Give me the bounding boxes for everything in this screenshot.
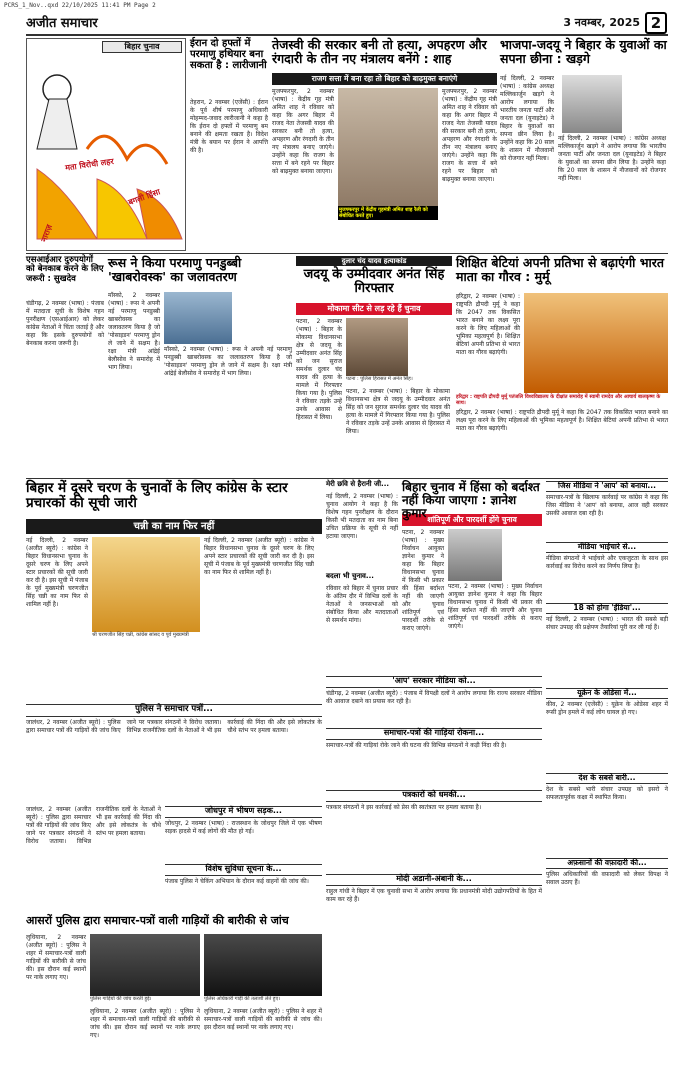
story-police-raid-body: लुधियाना, 2 नवम्बर (अजीत ब्यूरो) : पुलिस ने शहर में समाचार-पत्रों वाली गाड़ियों की बारीकी से जांच की। इस दौरान कई स्थानों पर नाके लगाए गए। [26, 934, 86, 981]
story-special [165, 864, 322, 912]
story-vehicles-headline: समाचार-पत्रों की गाड़ियां रोकना... [326, 728, 542, 740]
kharge-photo [562, 75, 622, 133]
gyanesh-photo [448, 529, 502, 581]
shah-photo-caption: मुजफ्फरपुर में केंद्रीय गृहमंत्री अमित शाह रैली को संबोधित करते हुए। [338, 206, 438, 220]
masthead-name: अजीत समाचार [26, 16, 98, 31]
story-modi-headline: मोदी अडानी-अंबानी के... [326, 874, 542, 886]
sidebar-h2: मीडिया भाईचारे से... [546, 542, 668, 553]
story-iran [190, 38, 268, 251]
story-sir [26, 256, 104, 476]
story-aap [326, 676, 542, 786]
cartoon-label: बिहार चुनाव [102, 41, 182, 53]
sidebar-h4: यूक्रेन के ओडेसा में... [546, 688, 668, 699]
story-congress-headline: बिहार में दूसरे चरण के चुनावों के लिए कांग्रेस के स्टार प्रचारकों की सूची जारी [26, 480, 288, 511]
sidebar-body4: कीव, 2 नवम्बर (एजेंसी) : यूक्रेन के ओडेसा शहर में रूसी ड्रोन हमले में कई लोग घायल हो गए। [546, 701, 668, 716]
story-anant-headline: जदयू के उम्मीदवार अनंत सिंह गिरफ्तार [303, 267, 445, 297]
story-kharge-body-2: नई दिल्ली, 2 नवम्बर (भाषा) : कांग्रेस अध्यक्ष मल्लिकार्जुन खड़गे ने आरोप लगाया कि भारतीय जनता पार्टी और जनता दल (यूनाइटेड) ने बिहार के युवाओं का सपना छीन लिया है। उन्होंने कहा कि 20 साल के शासन में नौजवानों को रोजगार नहीं मिला। [558, 135, 666, 182]
police-raid-photo-1 [90, 934, 200, 996]
story-murmu-body: हरिद्वार, 2 नवम्बर (भाषा) : राष्ट्रपति द्रौपदी मुर्मू ने कहा कि 2047 तक विकसित भारत बनाने का लक्ष्य पूरा करने के लिए महिलाओं की भूमिका महत्वपूर्ण है। शिक्षित बेटियां अपनी प्रतिभा से भारत माता का गौरव बढ़ाएंगी। [456, 293, 520, 356]
shah-photo [338, 88, 438, 206]
story-police-body: जालंधर, 2 नवम्बर (अजीत ब्यूरो) : पुलिस द्वारा समाचार पत्रों की गाड़ियों की जांच किए जाने पर पत्रकार संगठनों ने विरोध जताया। विभिन्न राजनीतिक दलों के नेताओं ने भी इस कार्रवाई की निंदा की और इसे लोकतंत्र के चौथे स्तंभ पर हमला बताया। [26, 719, 322, 734]
story-image-headline: मेरी छवि से हैरानी जी... [326, 480, 390, 488]
divider-1 [26, 253, 668, 254]
file-info: PCRS_1_Nov..qxd 22/10/2025 11:41 PM Page 2 [4, 2, 156, 9]
story-aap-body: चंडीगढ़, 2 नवम्बर (अजीत ब्यूरो) : पंजाब में विपक्षी दलों ने आरोप लगाया कि राज्य सरकार मीडिया की आवाज दबाने का प्रयास कर रही है। [326, 690, 542, 705]
story-image [326, 481, 398, 571]
cartoon-panel [26, 38, 186, 251]
sidebar-body1: समाचार-पत्रों के खिलाफ कार्रवाई पर कांग्रेस ने कहा कि जिस मीडिया ने 'आप' को बनाया, आज वही सरकार उसकी आवाज दबा रही है। [546, 494, 668, 517]
story-shah-headline: तेजस्वी की सरकार बनी तो हत्या, अपहरण और रंगदारी के तीन नए मंत्रालय बनेंगे : शाह [272, 37, 487, 66]
anant-photo [346, 318, 408, 376]
murmu-photo-caption: हरिद्वार : राष्ट्रपति द्रौपदी मुर्मू पतंजलि विश्वविद्यालय के दीक्षांत समारोह में स्वामी रामदेव और आचार्य बालकृष्ण के साथ। [456, 394, 661, 406]
story-russia-body: मॉस्को, 2 नवम्बर (भाषा) : रूस ने अपनी नई परमाणु पनडुब्बी खाबरोवस्क का जलावतरण किया है जो 'पोसाइडन' परमाणु ड्रोन ले जाने में सक्षम है। रक्षा मंत्री आंद्रेई बेलौसोव ने समारोह में भाग लिया। [108, 292, 160, 371]
story-russia-body-2: मॉस्को, 2 नवम्बर (भाषा) : रूस ने अपनी नई परमाणु पनडुब्बी खाबरोवस्क का जलावतरण किया है जो 'पोसाइडन' परमाणु ड्रोन ले जाने में सक्षम है। रक्षा मंत्री आंद्रेई बेलौसोव ने समारोह में भाग लिया। [164, 346, 292, 377]
anant-photo-caption: पटना : पुलिस हिरासत में अनंत सिंह। [346, 376, 413, 382]
story-iran-body: तेहरान, 2 नवम्बर (एजेंसी) : ईरान के पूर्व शीर्ष परमाणु अधिकारी मोहम्मद-जवाद लारीजानी ने कहा है कि ईरान दो हफ्तों में परमाणु बम बनाने की क्षमता रखता है। विदेश मंत्री के बयान पर ईरान ने आपत्ति की है। [190, 99, 268, 154]
story-badla-body: रविवार को बिहार में चुनाव प्रचार के अंतिम दौर में विभिन्न दलों के नेताओं ने जनसभाओं को संबोधित किया और मतदाताओं से समर्थन मांगा। [326, 585, 398, 624]
story-jodhpur [165, 806, 322, 862]
story-modi [326, 874, 542, 1082]
story-congress [26, 481, 322, 701]
divider-2 [26, 478, 668, 479]
story-police-continued [26, 806, 161, 912]
story-jodhpur-headline: जोधपुर में भीषण सड़क... [165, 806, 322, 818]
channi-photo-caption: श्री चरणजीत सिंह चन्नी, कांग्रेस सांसद व पूर्व मुख्यमंत्री [92, 632, 189, 638]
story-badla-headline: बदला भी चुनाव... [326, 572, 374, 580]
story-kharge-body: नई दिल्ली, 2 नवम्बर (भाषा) : कांग्रेस अध्यक्ष मल्लिकार्जुन खड़गे ने आरोप लगाया कि भारतीय जनता पार्टी और जनता दल (यूनाइटेड) ने बिहार के युवाओं का सपना छीन लिया है। उन्होंने कहा कि 20 साल के शासन में नौजवानों को रोजगार नहीं मिला। [500, 75, 554, 162]
story-paper-headline: पत्रकारों को धमकी... [326, 790, 542, 802]
story-special-body: पंजाब पुलिस ने चेकिंग अभियान के दौरान कई वाहनों की जांच की। [165, 878, 309, 885]
murmu-photo [524, 293, 668, 393]
story-murmu [456, 256, 668, 476]
sidebar-column [546, 481, 668, 1081]
story-russia-headline: रूस ने किया परमाणु पनडुब्बी 'खाबरोवस्क' का जलावतरण [108, 255, 242, 284]
story-russia [108, 256, 292, 476]
sidebar-body5: देश के सबसे भारी संचार उपग्रह को इसरो ने सफलतापूर्वक कक्षा में स्थापित किया। [546, 786, 668, 801]
story-iran-headline: ईरान दो हफ्तों में परमाणु हथियार बना सकता है : लारीजानी [190, 38, 267, 71]
story-anant-kicker: दुलार चंद यादव हत्याकांड [296, 256, 452, 266]
story-paper-body: पत्रकार संगठनों ने इस कार्रवाई को प्रेस की स्वतंत्रता पर हमला बताया है। [326, 804, 482, 811]
story-police-raid-body-3: लुधियाना, 2 नवम्बर (अजीत ब्यूरो) : पुलिस ने शहर में समाचार-पत्रों वाली गाड़ियों की बारीकी से जांच की। इस दौरान कई स्थानों पर नाके लगाए गए। [204, 1008, 322, 1031]
sidebar-h3: 18 को होगा 'ईंडिया'... [546, 603, 668, 614]
cartoon-text-2: बगली हिंसा [127, 187, 162, 208]
story-gyanesh-subhead: शांतिपूर्ण और पारदर्शी होंगे चुनाव [402, 514, 542, 526]
sidebar-h6: अफ़सानों की वफ़ादारी की... [546, 858, 668, 869]
masthead-date: 3 नवम्बर, 2025 [563, 16, 640, 29]
story-gyanesh-body: पटना, 2 नवम्बर (भाषा) : मुख्य निर्वाचन आयुक्त ज्ञानेश कुमार ने कहा कि बिहार विधानसभा चुनाव में किसी भी प्रकार की हिंसा बर्दाश्त नहीं की जाएगी और चुनाव शांतिपूर्ण एवं पारदर्शी तरीके से कराए जाएंगे। [402, 529, 444, 632]
story-kharge [500, 38, 668, 251]
sidebar-body6: पुलिस अधिकारियों की वफ़ादारी को लेकर विपक्ष ने सवाल उठाए हैं। [546, 871, 668, 886]
page-number: 2 [645, 12, 667, 34]
story-anant [296, 256, 452, 476]
story-congress-subhead: चन्नी का नाम फिर नहीं [26, 519, 322, 534]
story-gyanesh-headline: बिहार चुनाव में हिंसा को बर्दाश्त नहीं किया जाएगा : ज्ञानेश कुमार [402, 480, 540, 521]
story-police-raid [26, 915, 322, 1083]
story-police-body-2: जालंधर, 2 नवम्बर (अजीत ब्यूरो) : पुलिस द्वारा समाचार पत्रों की गाड़ियों की जांच किए जाने पर पत्रकार संगठनों ने विरोध जताया। विभिन्न राजनीतिक दलों के नेताओं ने भी इस कार्रवाई की निंदा की और इसे लोकतंत्र के चौथे स्तंभ पर हमला बताया। [26, 806, 161, 845]
story-kharge-headline: भाजपा-जदयू ने बिहार के युवाओं का सपना छीना : खड़गे [500, 37, 667, 66]
police-raid-photo-2 [204, 934, 322, 996]
channi-photo [92, 537, 200, 632]
sidebar-h1: जिस मीडिया ने 'आप' को बनाया... [546, 481, 668, 492]
story-anant-body-2: पटना, 2 नवम्बर (भाषा) : बिहार के मोकामा विधानसभा क्षेत्र से जदयू के उम्मीदवार अनंत सिंह को जन सुराज समर्थक दुलार चंद यादव की हत्या के मामले में गिरफ्तार किया गया है। पुलिस ने रविवार तड़के उन्हें उनके आवास से हिरासत में लिया। [346, 388, 450, 435]
story-modi-body: राहुल गांधी ने बिहार में एक चुनावी सभा में आरोप लगाया कि प्रधानमंत्री मोदी उद्योगपतियों के हित में काम कर रहे हैं। [326, 888, 542, 903]
story-shah-subhead: राजग सत्ता में बना रहा तो बिहार को बाढ़मुक्त बनाएंगे [272, 73, 497, 85]
sidebar-body2: मीडिया संगठनों ने भाईचारे और एकजुटता के साथ इस कार्रवाई का विरोध करने का निर्णय लिया है। [546, 555, 668, 570]
story-shah-body-2: मुजफ्फरपुर, 2 नवम्बर (भाषा) : केंद्रीय गृह मंत्री अमित शाह ने रविवार को कहा कि अगर बिहार में राजद नेता तेजस्वी यादव की सरकार बनी तो हत्या, अपहरण और रंगदारी के तीन नए मंत्रालय बनाए जाएंगे। उन्होंने कहा कि राजग के सत्ता में बने रहने पर बिहार को बाढ़मुक्त बनाया जाएगा। [442, 88, 497, 183]
masthead-rule [26, 34, 668, 36]
story-shah [272, 38, 497, 251]
story-badla [326, 573, 398, 673]
story-sir-headline: एसआईआर दुरुपयोगों को बेनकाब करने के लिए जरूरी : सुखदेव [26, 255, 104, 284]
story-vehicles-body: समाचार-पत्रों की गाड़ियां रोके जाने की घटना की विभिन्न संगठनों ने कड़ी निंदा की है। [326, 742, 507, 749]
story-anant-subhead: मोकामा सीट से लड़ रहे हैं चुनाव [296, 303, 452, 315]
story-murmu-headline: शिक्षित बेटियां अपनी प्रतिभा से बढ़ाएंगी भारत माता का गौरव : मुर्मू [456, 255, 664, 284]
story-special-headline: विशेष सुविधा सूचना के... [165, 864, 322, 876]
story-police [26, 704, 322, 804]
story-police-raid-body-2: लुधियाना, 2 नवम्बर (अजीत ब्यूरो) : पुलिस ने शहर में समाचार-पत्रों वाली गाड़ियों की बारीकी से जांच की। इस दौरान कई स्थानों पर नाके लगाए गए। [90, 1008, 200, 1039]
submarine-photo [164, 292, 232, 344]
story-sir-body: चंडीगढ़, 2 नवम्बर (भाषा) : पंजाब में मतदाता सूची के विशेष गहन पुनरीक्षण (एसआईआर) को लेकर कांग्रेस नेताओं ने चिंता जताई है और कहा कि इसके दुरुपयोगों को बेनकाब करना जरूरी है। [26, 300, 104, 347]
story-jodhpur-body: जोधपुर, 2 नवम्बर (भाषा) : राजस्थान के जोधपुर जिले में एक भीषण सड़क हादसे में कई लोगों की मौत हो गई। [165, 820, 322, 835]
story-anant-body: पटना, 2 नवम्बर (भाषा) : बिहार के मोकामा विधानसभा क्षेत्र से जदयू के उम्मीदवार अनंत सिंह को जन सुराज समर्थक दुलार चंद यादव की हत्या के मामले में गिरफ्तार किया गया है। पुलिस ने रविवार तड़के उन्हें उनके आवास से हिरासत में लिया। [296, 318, 342, 421]
story-gyanesh-body-2: पटना, 2 नवम्बर (भाषा) : मुख्य निर्वाचन आयुक्त ज्ञानेश कुमार ने कहा कि बिहार विधानसभा चुनाव में किसी भी प्रकार की हिंसा बर्दाश्त नहीं की जाएगी और चुनाव शांतिपूर्ण एवं पारदर्शी तरीके से कराए जाएंगे। [448, 583, 542, 630]
cartoon-text-3: नाराज़ [39, 223, 55, 244]
police-raid-caption-2: पुलिस अधिकारी गाड़ी की तलाशी लेते हुए। [204, 996, 281, 1002]
story-murmu-body-2: हरिद्वार, 2 नवम्बर (भाषा) : राष्ट्रपति द्रौपदी मुर्मू ने कहा कि 2047 तक विकसित भारत बनाने का लक्ष्य पूरा करने के लिए महिलाओं की भूमिका महत्वपूर्ण है। शिक्षित बेटियां अपनी प्रतिभा से भारत माता का गौरव बढ़ाएंगी। [456, 409, 668, 432]
sidebar-body3: नई दिल्ली, 2 नवम्बर (भाषा) : भारत की सबसे बड़ी संचार उपग्रह की प्रक्षेपण तैयारियां पूरी कर ली गई हैं। [546, 616, 668, 631]
story-aap-headline: 'आप' सरकार मीडिया को... [326, 676, 542, 688]
story-paper [326, 790, 542, 870]
cartoon-text-1: मता विरोधी लहर [64, 156, 115, 173]
story-police-raid-headline: आसरों पुलिस द्वारा समाचार-पत्रों वाली गाड़ियों की बारीकी से जांच [26, 914, 289, 927]
sidebar-h5: देश के सबसे बारी... [546, 773, 668, 784]
story-police-headline: पुलिस ने समाचार पत्रों... [26, 704, 322, 717]
story-gyanesh [402, 481, 542, 701]
story-image-body: नई दिल्ली, 2 नवम्बर (भाषा) : चुनाव आयोग ने कहा है कि विशेष गहन पुनरीक्षण के दौरान किसी भी मतदाता का नाम बिना उचित प्रक्रिया के सूची से नहीं हटाया जाएगा। [326, 493, 398, 540]
police-raid-caption-1: पुलिस गाड़ियों की जांच करती हुई। [90, 996, 152, 1002]
story-congress-body-2: नई दिल्ली, 2 नवम्बर (अजीत ब्यूरो) : कांग्रेस ने बिहार विधानसभा चुनाव के दूसरे चरण के लिए अपने स्टार प्रचारकों की सूची जारी कर दी है। इस सूची में पंजाब के पूर्व मुख्यमंत्री चरणजीत सिंह चन्नी का नाम फिर से शामिल नहीं है। [204, 537, 314, 576]
story-shah-body: मुजफ्फरपुर, 2 नवम्बर (भाषा) : केंद्रीय गृह मंत्री अमित शाह ने रविवार को कहा कि अगर बिहार में राजद नेता तेजस्वी यादव की सरकार बनी तो हत्या, अपहरण और रंगदारी के तीन नए मंत्रालय बनाए जाएंगे। उन्होंने कहा कि राजग के सत्ता में बने रहने पर बिहार को बाढ़मुक्त बनाया जाएगा। [272, 88, 334, 175]
story-congress-body: नई दिल्ली, 2 नवम्बर (अजीत ब्यूरो) : कांग्रेस ने बिहार विधानसभा चुनाव के दूसरे चरण के लिए अपने स्टार प्रचारकों की सूची जारी कर दी है। इस सूची में पंजाब के पूर्व मुख्यमंत्री चरणजीत सिंह चन्नी का नाम फिर से शामिल नहीं है। [26, 537, 88, 608]
